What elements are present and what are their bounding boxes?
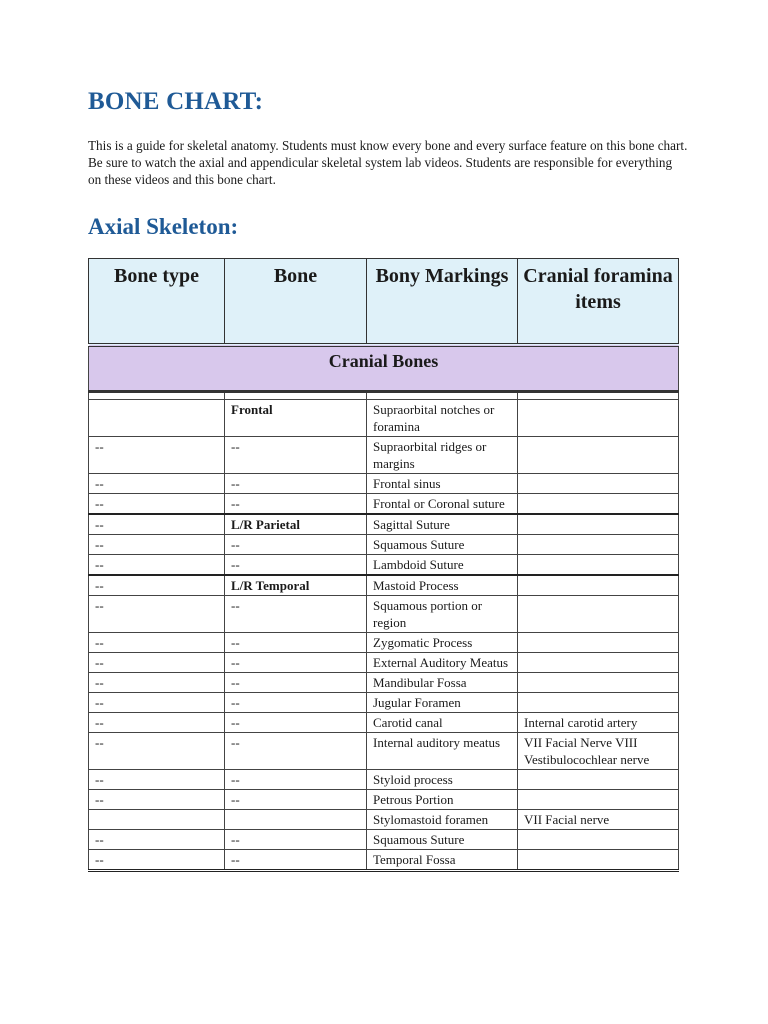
- cell-bone-type: --: [89, 575, 225, 596]
- table-row: [89, 673, 679, 693]
- cell-bone: --: [225, 474, 367, 494]
- cell-bone-type: --: [89, 494, 225, 515]
- cell-bony-marking: Jugular Foramen: [367, 693, 518, 713]
- table-row: [89, 790, 679, 810]
- cell-foramina: [518, 575, 679, 596]
- cell-bone-type: --: [89, 596, 225, 633]
- section-title: Axial Skeleton:: [88, 214, 239, 239]
- page-title: BONE CHART:: [88, 88, 264, 115]
- intro-paragraph: This is a guide for skeletal anatomy. Students must know every bone and every surface feature on this bone chart. Be sure to watch the axial and appendicular skeletal system lab videos. Students are responsible for everything on these videos and this bone chart.: [88, 138, 688, 187]
- cell-bone-type: [89, 810, 225, 830]
- cell-bone-type: --: [89, 770, 225, 790]
- cell-bony-marking: Supraorbital notches or foramina: [367, 400, 518, 437]
- cell-foramina: [518, 693, 679, 713]
- cell-bone: --: [225, 830, 367, 850]
- cell-bony-marking: Zygomatic Process: [367, 633, 518, 653]
- cell-bony-marking: Lambdoid Suture: [367, 555, 518, 576]
- table-row: [89, 474, 679, 494]
- cell-bony-marking: Mandibular Fossa: [367, 673, 518, 693]
- cell-bone: --: [225, 494, 367, 515]
- cell-bone-type: --: [89, 514, 225, 535]
- table-row: [89, 437, 679, 474]
- cell-foramina: [518, 830, 679, 850]
- header-bone-type: Bone type: [89, 259, 225, 346]
- cell-bony-marking: Sagittal Suture: [367, 514, 518, 535]
- cell-bony-marking: Squamous Suture: [367, 535, 518, 555]
- table-row: [89, 850, 679, 871]
- cell-foramina: [518, 596, 679, 633]
- cell-bony-marking: Frontal sinus: [367, 474, 518, 494]
- cell-foramina: [518, 850, 679, 871]
- cell-foramina: [518, 770, 679, 790]
- cell-bony-marking: Mastoid Process: [367, 575, 518, 596]
- cell-bone: L/R Temporal: [225, 575, 367, 596]
- cell-bone: --: [225, 555, 367, 576]
- table-row: [89, 633, 679, 653]
- table-row: [89, 830, 679, 850]
- cell-bone: [225, 810, 367, 830]
- table-row: [89, 596, 679, 633]
- cell-bony-marking: Temporal Fossa: [367, 850, 518, 871]
- cell-bone: Frontal: [225, 400, 367, 437]
- cell-bone-type: --: [89, 713, 225, 733]
- table-row: [89, 770, 679, 790]
- cell-bone: --: [225, 633, 367, 653]
- table-row: [89, 733, 679, 770]
- cell-foramina: Internal carotid artery: [518, 713, 679, 733]
- table-row: [89, 713, 679, 733]
- cell-bony-marking: Squamous Suture: [367, 830, 518, 850]
- table-row: [89, 555, 679, 576]
- table-header-row: [89, 259, 679, 346]
- table-row: [89, 535, 679, 555]
- table-row: [89, 653, 679, 673]
- cell-foramina: [518, 494, 679, 515]
- cell-bone: --: [225, 770, 367, 790]
- cell-bone-type: --: [89, 830, 225, 850]
- cell-bone-type: --: [89, 733, 225, 770]
- cell-bone-type: --: [89, 850, 225, 871]
- cell-bone-type: --: [89, 673, 225, 693]
- bone-chart-table: [88, 258, 679, 872]
- cell-bony-marking: Petrous Portion: [367, 790, 518, 810]
- cell-foramina: [518, 653, 679, 673]
- cell-bone: --: [225, 713, 367, 733]
- table-row: [89, 494, 679, 515]
- cell-bone: --: [225, 673, 367, 693]
- cell-foramina: VII Facial Nerve VIII Vestibulocochlear nerve: [518, 733, 679, 770]
- table-row: [89, 514, 679, 535]
- cell-foramina: [518, 633, 679, 653]
- cell-foramina: [518, 514, 679, 535]
- cell-bone-type: --: [89, 790, 225, 810]
- cell-bony-marking: Supraorbital ridges or margins: [367, 437, 518, 474]
- cell-bone-type: --: [89, 437, 225, 474]
- cell-bone-type: --: [89, 693, 225, 713]
- table-row: [89, 810, 679, 830]
- header-cranial-foramina: Cranial foramina items: [518, 259, 679, 346]
- cell-bony-marking: Carotid canal: [367, 713, 518, 733]
- table-row: [89, 400, 679, 437]
- cell-foramina: [518, 400, 679, 437]
- cell-foramina: [518, 555, 679, 576]
- section-row: [89, 345, 679, 392]
- cell-bony-marking: Styloid process: [367, 770, 518, 790]
- cell-bone: --: [225, 653, 367, 673]
- cell-bone-type: --: [89, 653, 225, 673]
- cell-bony-marking: Frontal or Coronal suture: [367, 494, 518, 515]
- header-bony-markings: Bony Markings: [367, 259, 518, 346]
- cell-foramina: [518, 437, 679, 474]
- cell-bone-type: --: [89, 633, 225, 653]
- table-row: [89, 693, 679, 713]
- cell-bony-marking: Stylomastoid foramen: [367, 810, 518, 830]
- cell-bone-type: --: [89, 555, 225, 576]
- cell-bone-type: --: [89, 474, 225, 494]
- cell-bone: --: [225, 437, 367, 474]
- cell-bone-type: --: [89, 535, 225, 555]
- cell-bone: --: [225, 790, 367, 810]
- table-row: [89, 575, 679, 596]
- cell-bony-marking: Squamous portion or region: [367, 596, 518, 633]
- cell-bone: --: [225, 733, 367, 770]
- cell-foramina: [518, 535, 679, 555]
- section-label: Cranial Bones: [89, 345, 679, 392]
- cell-bony-marking: External Auditory Meatus: [367, 653, 518, 673]
- cell-bone: --: [225, 596, 367, 633]
- cell-foramina: [518, 790, 679, 810]
- cell-bone: --: [225, 693, 367, 713]
- header-bone: Bone: [225, 259, 367, 346]
- cell-bony-marking: Internal auditory meatus: [367, 733, 518, 770]
- cell-foramina: [518, 673, 679, 693]
- cell-foramina: VII Facial nerve: [518, 810, 679, 830]
- cell-foramina: [518, 474, 679, 494]
- cell-bone: --: [225, 850, 367, 871]
- cell-bone: L/R Parietal: [225, 514, 367, 535]
- cell-bone-type: [89, 400, 225, 437]
- spacer-row: [89, 392, 679, 400]
- cell-bone: --: [225, 535, 367, 555]
